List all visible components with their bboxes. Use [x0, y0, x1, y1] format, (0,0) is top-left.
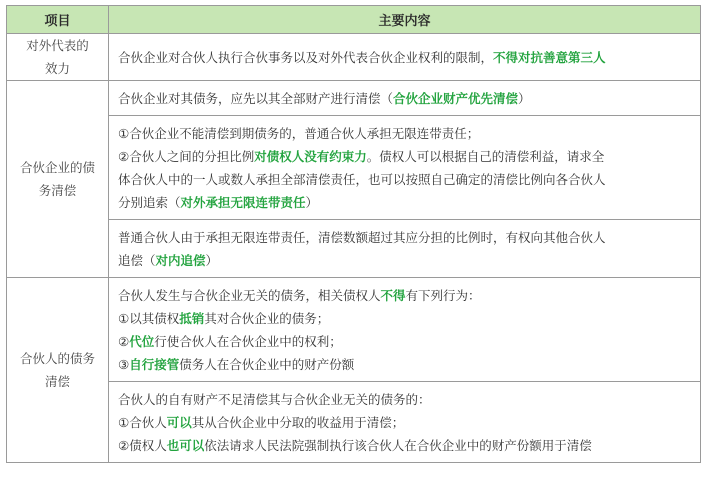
content-line [118, 284, 691, 307]
body-text: 合伙企业对其债务，应先以其全部财产进行清偿（ [118, 91, 394, 106]
highlight-text: 对内追偿 [155, 253, 206, 268]
content-line [118, 122, 691, 145]
category-line: 效力 [44, 61, 70, 76]
table-header-row [7, 6, 701, 34]
content-table [6, 5, 701, 463]
content-line [118, 411, 691, 434]
content-line [118, 307, 691, 330]
content-cell [109, 34, 701, 81]
highlight-text: 不得对抗善意第三人 [493, 50, 606, 65]
content-cell [109, 81, 701, 116]
highlight-text: 合伙企业财产优先清偿 [393, 91, 519, 106]
highlight-text: 可以 [166, 415, 192, 430]
body-text: ②合伙人之间的分担比例 [118, 149, 255, 164]
table-row [7, 220, 701, 278]
body-text: 其从合伙企业中分取的收益用于清偿； [191, 415, 405, 430]
content-line [118, 168, 691, 191]
body-text: ①合伙人 [118, 415, 167, 430]
highlight-text: 对债权人没有约束力 [254, 149, 367, 164]
content-line [118, 434, 691, 457]
body-text: ①以其债权 [118, 311, 180, 326]
body-text: 依法请求人民法院强制执行该合伙人在合伙企业中的财产份额用于清偿 [204, 438, 592, 453]
body-text: 合伙人的自有财产不足清偿其与合伙企业无关的债务的： [118, 392, 431, 407]
body-text: ②债权人 [118, 438, 167, 453]
body-text: ） [518, 91, 531, 106]
content-line [118, 330, 691, 353]
highlight-text: 也可以 [166, 438, 205, 453]
table-body [7, 34, 701, 463]
highlight-text: 抵销 [179, 311, 205, 326]
row-category [7, 81, 109, 278]
header-content: 主要内容 [109, 6, 701, 34]
body-text: ③ [118, 357, 130, 372]
content-table-wrapper [6, 5, 700, 463]
table-row [7, 278, 701, 382]
content-line [118, 249, 691, 272]
body-text: 合伙企业对合伙人执行合伙事务以及对外代表合伙企业权利的限制， [118, 50, 494, 65]
content-line [118, 353, 691, 376]
body-text: 有下列行为： [405, 288, 481, 303]
highlight-text: 代位 [129, 334, 155, 349]
content-line [118, 87, 691, 110]
category-line: 对外代表的 [26, 38, 89, 53]
highlight-text: 不得 [380, 288, 406, 303]
header-item: 项目 [7, 6, 109, 34]
body-text: 追偿（ [118, 253, 156, 268]
content-line [118, 388, 691, 411]
body-text: 分别追索（ [118, 195, 181, 210]
content-line [118, 46, 691, 69]
highlight-text: 自行接管 [129, 357, 180, 372]
content-line [118, 226, 691, 249]
content-cell [109, 220, 701, 278]
body-text: ） [305, 195, 319, 210]
content-line [118, 191, 691, 214]
content-line [118, 145, 691, 168]
body-text: 普通合伙人由于承担无限连带责任，清偿数额超过其应分担的比例时，有权向其他合伙人 [118, 230, 606, 245]
body-text: 体合伙人中的一人或数人承担全部清偿责任，也可以按照自己确定的清偿比例向各合伙人 [118, 172, 606, 187]
body-text: ） [205, 253, 219, 268]
category-line: 合伙企业的债 [19, 160, 95, 175]
table-row [7, 116, 701, 220]
content-cell [109, 278, 701, 382]
category-line: 务清偿 [38, 183, 77, 198]
body-text: 行使合伙人在合伙企业中的权利； [154, 334, 342, 349]
table-row [7, 34, 701, 81]
category-line: 合伙人的债务 [19, 351, 95, 366]
category-line: 清偿 [44, 374, 70, 389]
content-cell [109, 116, 701, 220]
content-cell [109, 382, 701, 463]
body-text: 债务人在合伙企业中的财产份额 [179, 357, 355, 372]
table-row [7, 382, 701, 463]
body-text: 其对合伙企业的债务； [204, 311, 330, 326]
row-category [7, 278, 109, 463]
body-text: 。债权人可以根据自己的清偿利益，请求全 [366, 149, 605, 164]
highlight-text: 对外承担无限连带责任 [180, 195, 306, 210]
body-text: ①合伙企业不能清偿到期债务的，普通合伙人承担无限连带责任； [118, 126, 480, 141]
body-text: ② [118, 334, 130, 349]
row-category [7, 34, 109, 81]
body-text: 合伙人发生与合伙企业无关的债务，相关债权人 [118, 288, 381, 303]
table-row [7, 81, 701, 116]
